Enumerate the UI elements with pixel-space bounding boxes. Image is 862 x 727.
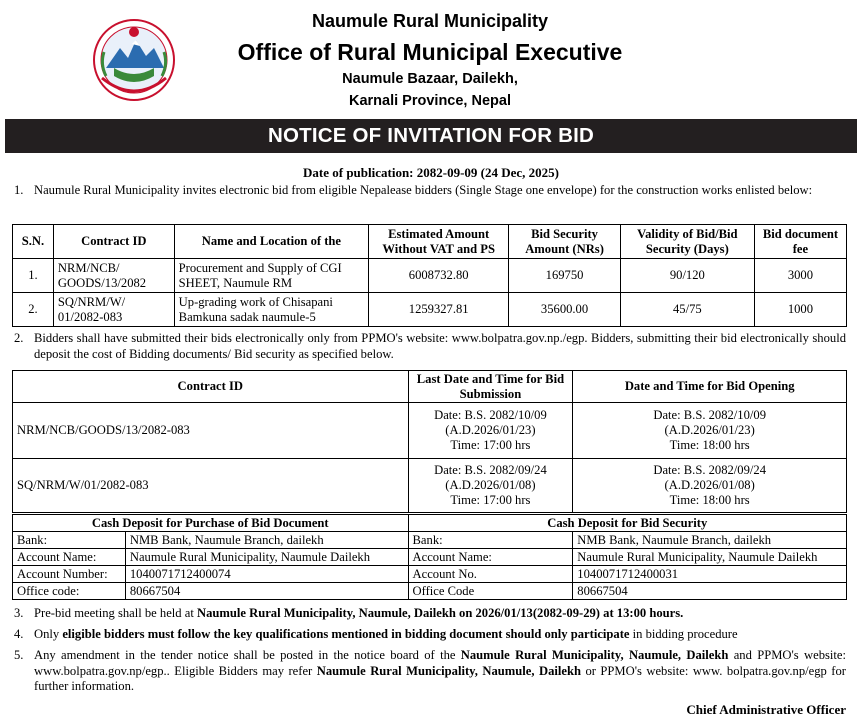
table-row [13,403,847,459]
cell-submission [408,403,573,459]
deposit-table [12,514,847,600]
cell-submission [408,459,573,513]
paragraph-text [34,648,846,695]
opening-date: Date: B.S. 2082/09/24 [653,463,766,477]
text-run: Any amendment in the tender notice shall be posted in the notice board of the [34,648,461,662]
cell-amount: 6008732.80 [369,259,509,293]
text-run: Only [34,627,63,641]
notice-title-banner: NOTICE OF INVITATION FOR BID [5,119,857,153]
address-line-1: Naumule Bazaar, Dailekh, [342,71,518,87]
deposit-security-title: Cash Deposit for Bid Security [408,515,846,532]
submission-ad-date: (A.D.2026/01/23) [445,423,536,437]
cell-opening [573,459,847,513]
cell-label: Account Name: [408,549,573,566]
paragraph-number: 1. [14,183,24,197]
text-run-bold: eligible bidders must follow the key qualifications mentioned in bidding document should only participate [62,627,630,641]
cell-label: Account Number: [13,566,126,583]
cell-value: Naumule Rural Municipality, Naumule Dailekh [125,549,408,566]
column-header: Bid document fee [754,225,846,259]
column-header: Date and Time for Bid Opening [573,371,847,403]
paragraph-text: Bidders shall have submitted their bids electronically only from PPMO's website: www.bolpatra.gov.np./egp. Bidders, submitting their bid electronically should deposit the cost of Bidding documents/ Bid security as specified below. [34,331,846,361]
opening-time: Time: 18:00 hrs [669,438,750,452]
cell-label: Bank: [13,532,126,549]
text-run-bold: Naumule Rural Municipality, Naumule, Dailekh on 2026/01/13(2082-09-29) at 13:00 hours. [196,606,684,620]
table-row [13,459,847,513]
text-run-bold: Naumule Rural Municipality, Naumule, Dailekh [460,648,729,662]
cell-opening [573,403,847,459]
text-run: or PPMO's website: www. bolpatra.gov.np/egp for further information. [34,663,846,693]
cell-amount: 1259327.81 [369,293,509,327]
cell-security: 35600.00 [509,293,621,327]
cell-contract-id: NRM/NCB/ GOODS/13/2082 [53,259,174,293]
paragraph-2 [14,331,846,362]
text-run: and PPMO's website: www.bolpatra.gov.np/egp.. Eligible Bidders may refer [34,648,846,678]
municipality-emblem-icon [92,18,176,102]
cell-sn: 2. [13,293,54,327]
cell-label: Bank: [408,532,573,549]
office-name: Office of Rural Municipal Executive [237,39,623,65]
schedule-table [12,370,847,513]
cell-label: Office code: [13,583,126,600]
table-header-row [13,371,847,403]
municipality-name: Naumule Rural Municipality [311,11,549,31]
table-row [13,293,847,327]
paragraph-text: Naumule Rural Municipality invites electronic bid from eligible Nepalease bidders (Single Stage one envelope) for the construction works enlisted below: [34,183,813,197]
cell-value: NMB Bank, Naumule Branch, dailekh [125,532,408,549]
cell-contract-id: NRM/NCB/GOODS/13/2082-083 [13,403,409,459]
cell-security: 169750 [509,259,621,293]
publication-date: Date of publication: 2082-09-09 (24 Dec, 2025) [303,165,559,180]
opening-time: Time: 18:00 hrs [669,493,750,507]
column-header: S.N. [13,225,54,259]
address-line-2: Karnali Province, Nepal [349,93,511,109]
text-run: in bidding procedure [629,627,738,641]
paragraph-text [34,627,846,643]
cell-value: 1040071712400031 [573,566,847,583]
cell-value: Naumule Rural Municipality, Naumule Dailekh [573,549,847,566]
cell-sn: 1. [13,259,54,293]
cell-value: 80667504 [573,583,847,600]
submission-time: Time: 17:00 hrs [450,493,531,507]
column-header: Validity of Bid/Bid Security (Days) [620,225,754,259]
submission-date: Date: B.S. 2082/10/09 [434,408,547,422]
submission-time: Time: 17:00 hrs [450,438,531,452]
signature-title: Chief Administrative Officer [686,702,846,717]
opening-date: Date: B.S. 2082/10/09 [653,408,766,422]
cell-fee: 1000 [754,293,846,327]
table-header-row [13,515,847,532]
paragraph-1 [14,183,846,199]
table-row [13,532,847,549]
paragraph-number: 5. [14,648,24,662]
cell-value: 1040071712400074 [125,566,408,583]
submission-date: Date: B.S. 2082/09/24 [434,463,547,477]
cell-contract-id: SQ/NRM/W/ 01/2082-083 [53,293,174,327]
table-header-row [13,225,847,259]
cell-validity: 45/75 [620,293,754,327]
paragraph-3 [14,606,846,622]
cell-value: NMB Bank, Naumule Branch, dailekh [573,532,847,549]
works-table [12,224,847,327]
cell-fee: 3000 [754,259,846,293]
table-row [13,583,847,600]
paragraph-number: 3. [14,606,24,620]
cell-contract-id: SQ/NRM/W/01/2082-083 [13,459,409,513]
cell-validity: 90/120 [620,259,754,293]
paragraph-number: 2. [14,331,24,345]
column-header: Bid Security Amount (NRs) [509,225,621,259]
cell-work-name: Up-grading work of Chisapani Bamkuna sadak naumule-5 [174,293,368,327]
deposit-document-title: Cash Deposit for Purchase of Bid Document [13,515,409,532]
paragraph-number: 4. [14,627,24,641]
cell-label: Office Code [408,583,573,600]
table-row [13,549,847,566]
text-run-bold: Naumule Rural Municipality, Naumule, Dailekh [316,663,581,678]
paragraph-5 [14,648,846,695]
cell-label: Account No. [408,566,573,583]
column-header: Contract ID [53,225,174,259]
notice-header [0,0,862,118]
column-header: Name and Location of the [174,225,368,259]
cell-label: Account Name: [13,549,126,566]
submission-ad-date: (A.D.2026/01/08) [445,478,536,492]
column-header: Estimated Amount Without VAT and PS [369,225,509,259]
table-row [13,259,847,293]
column-header: Last Date and Time for Bid Submission [408,371,573,403]
cell-work-name: Procurement and Supply of CGI SHEET, Naumule RM [174,259,368,293]
column-header: Contract ID [13,371,409,403]
paragraph-text [34,606,846,622]
text-run: Pre-bid meeting shall be held at [34,606,197,620]
cell-value: 80667504 [125,583,408,600]
paragraph-4 [14,627,846,643]
opening-ad-date: (A.D.2026/01/23) [664,423,755,437]
opening-ad-date: (A.D.2026/01/08) [664,478,755,492]
table-row [13,566,847,583]
